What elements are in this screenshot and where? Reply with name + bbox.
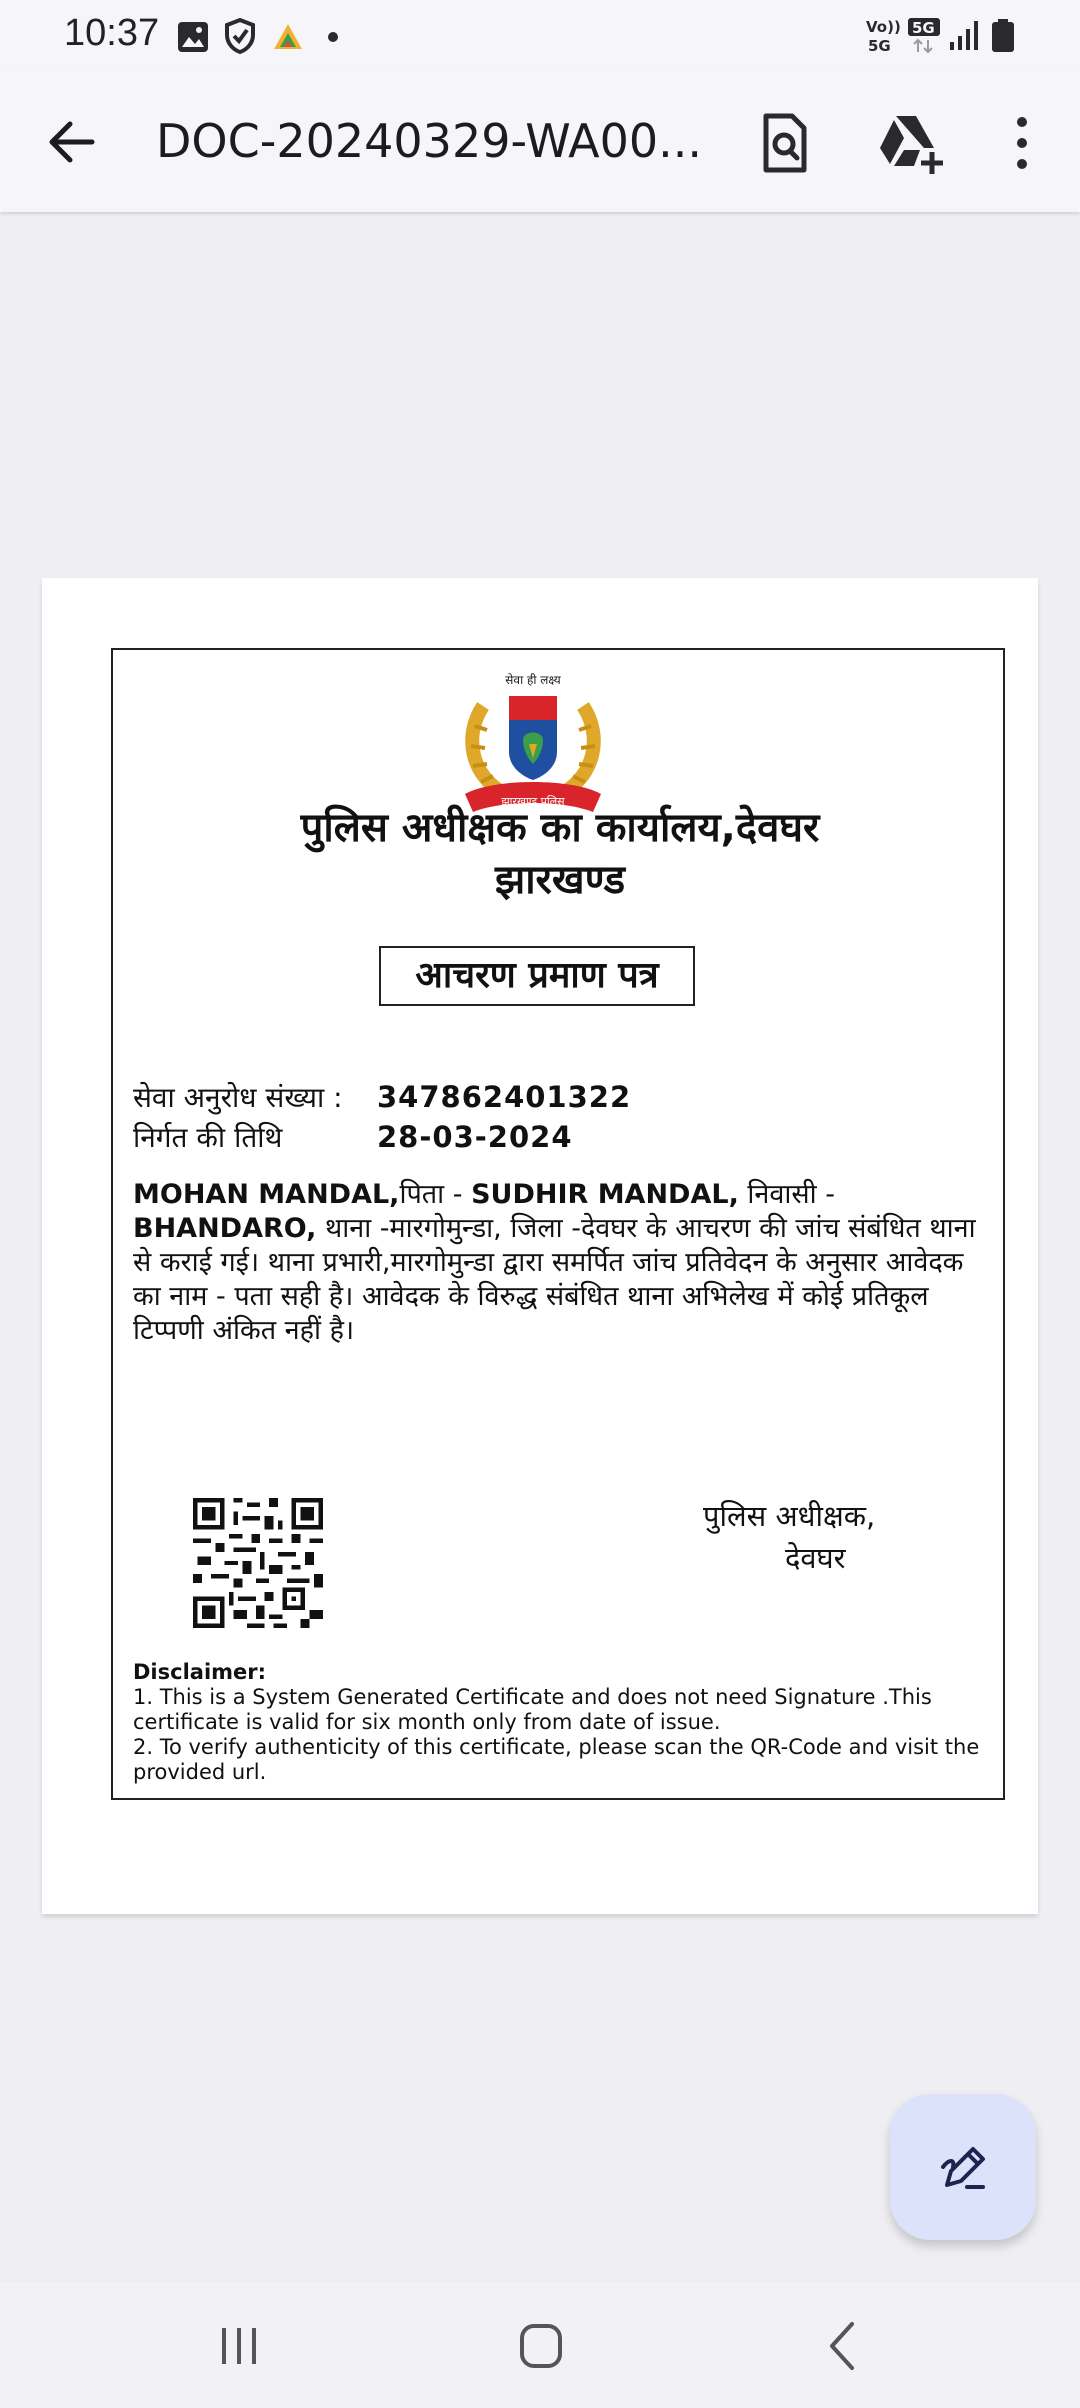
add-to-drive-icon[interactable] bbox=[874, 108, 948, 178]
app-notification-icon bbox=[272, 22, 304, 52]
svg-text:Vo)): Vo)) bbox=[866, 18, 901, 36]
certificate-body-text: थाना -मारगोमुन्डा, जिला -देवघर के आचरण की जांच संबंधित थाना से कराई गई। थाना प्रभारी,मारगोमुन्डा द्वारा समर्पित जांच प्रतिवेदन के अनुसार आवेदक का नाम - पता सही है। आवेदक के विरुद्ध संबंधित थाना अभिलेख में कोई प्रतिकूल टिप्पणी अंकित नहीं है। bbox=[133, 1213, 976, 1346]
more-dot-icon bbox=[326, 30, 340, 44]
applicant-village: BHANDARO, bbox=[133, 1213, 317, 1244]
resident-label: निवासी - bbox=[738, 1179, 835, 1210]
back-chevron-icon[interactable] bbox=[808, 2316, 878, 2376]
svg-text:5G: 5G bbox=[912, 19, 935, 37]
status-time: 10:37 bbox=[64, 12, 160, 54]
document-title: DOC-20240329-WA00... bbox=[156, 114, 703, 168]
disclaimer-item-1: 1. This is a System Generated Certificate and does not need Signature .This certificate is valid for six month only from date of issue. bbox=[133, 1685, 932, 1734]
service-request-label: सेवा अनुरोध संख्या : bbox=[133, 1081, 343, 1114]
edit-fab-button[interactable] bbox=[890, 2094, 1036, 2240]
certificate-body bbox=[133, 1178, 983, 1348]
status-bar bbox=[0, 0, 1080, 72]
document-page[interactable] bbox=[42, 578, 1038, 1914]
qr-code-icon bbox=[193, 1498, 323, 1628]
applicant-name: MOHAN MANDAL, bbox=[133, 1179, 400, 1210]
office-title: पुलिस अधीक्षक का कार्यालय,देवघर bbox=[300, 805, 820, 851]
svg-text:5G: 5G bbox=[868, 37, 891, 55]
more-vert-icon[interactable] bbox=[1002, 108, 1042, 178]
app-bar bbox=[0, 72, 1080, 212]
service-request-row bbox=[133, 1078, 631, 1117]
battery-icon bbox=[990, 18, 1016, 54]
issue-date-row bbox=[133, 1118, 573, 1157]
disclaimer-item-2: 2. To verify authenticity of this certificate, please scan the QR-Code and visit the provided url. bbox=[133, 1735, 980, 1784]
gallery-icon bbox=[176, 20, 210, 54]
signatory-title: पुलिस अधीक्षक, bbox=[703, 1499, 876, 1533]
issue-date-label: निर्गत की तिथि bbox=[133, 1121, 283, 1154]
issue-date-value: 28-03-2024 bbox=[377, 1120, 573, 1154]
shield-check-icon bbox=[224, 18, 256, 54]
signatory-place: देवघर bbox=[785, 1541, 846, 1575]
emblem-motto: सेवा ही लक्ष्य bbox=[505, 673, 561, 687]
system-nav-bar bbox=[0, 2282, 1080, 2408]
home-icon[interactable] bbox=[506, 2316, 576, 2376]
recent-apps-icon[interactable] bbox=[204, 2316, 274, 2376]
service-request-number: 347862401322 bbox=[377, 1080, 632, 1114]
signal-icon bbox=[948, 18, 982, 52]
disclaimer-title: Disclaimer: bbox=[133, 1660, 267, 1684]
search-document-icon[interactable] bbox=[748, 108, 818, 178]
edit-pen-icon bbox=[933, 2137, 993, 2197]
volte-icon bbox=[864, 16, 902, 56]
certificate-heading: आचरण प्रमाण पत्र bbox=[379, 946, 695, 1006]
office-state: झारखण्ड bbox=[494, 857, 626, 903]
certificate bbox=[111, 648, 1005, 1800]
back-arrow-icon[interactable] bbox=[40, 112, 110, 172]
disclaimer bbox=[133, 1660, 993, 1785]
father-label: पिता - bbox=[399, 1179, 472, 1210]
father-name: SUDHIR MANDAL, bbox=[471, 1179, 739, 1210]
5g-icon bbox=[906, 16, 942, 56]
emblem-banner-text: झारखण्ड पुलिस bbox=[501, 795, 565, 808]
